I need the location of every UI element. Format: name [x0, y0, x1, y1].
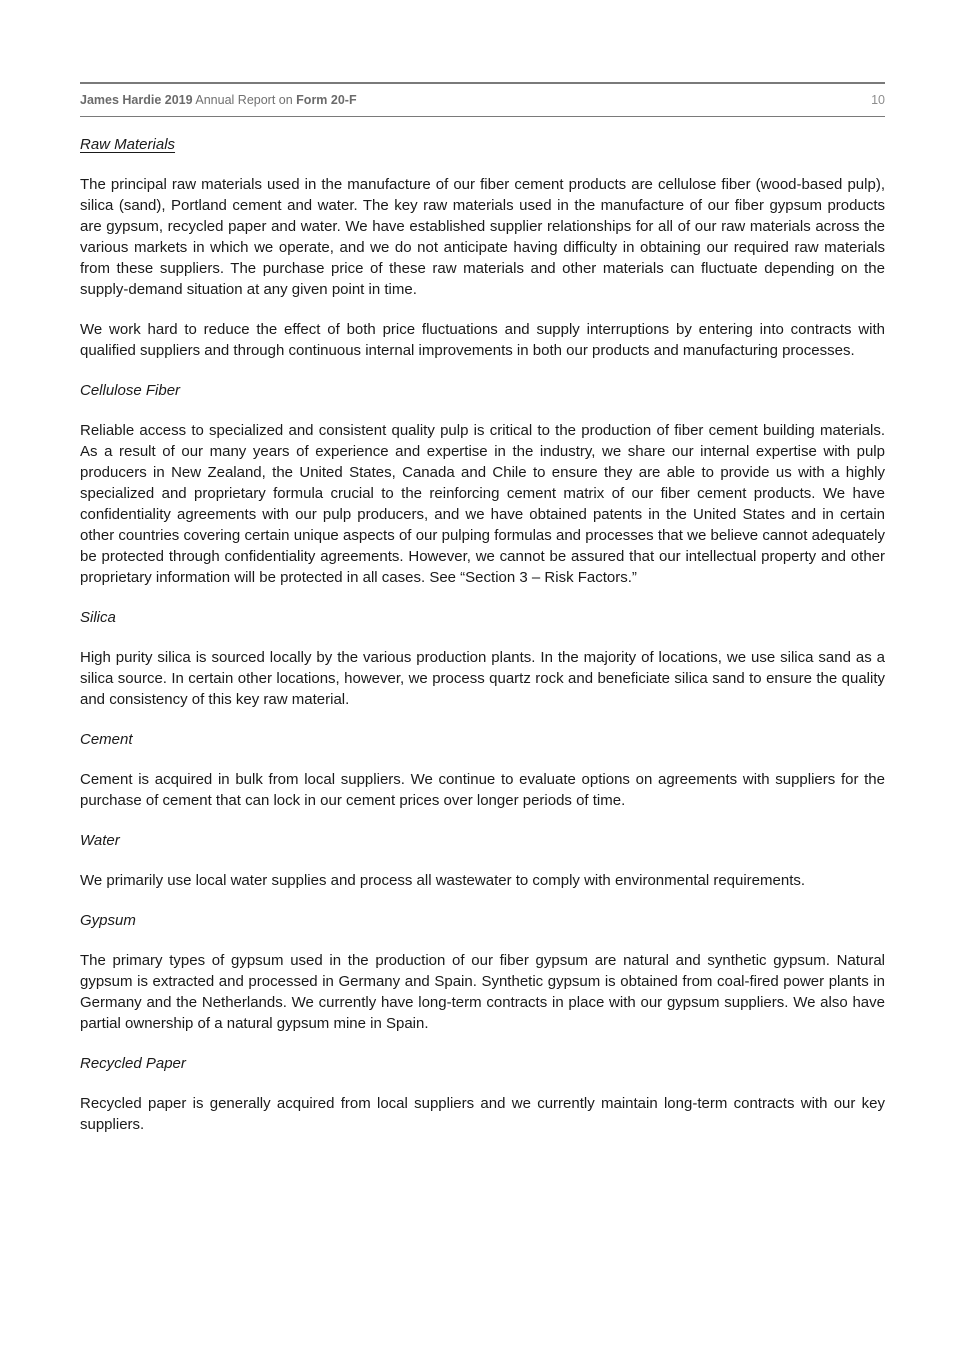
paragraph-recycled-paper: Recycled paper is generally acquired from local suppliers and we currently maintain long-term contracts with our key suppliers. — [80, 1095, 885, 1133]
report-header — [80, 93, 357, 107]
page-number: 10 — [871, 93, 885, 107]
paragraph-gypsum: The primary types of gypsum used in the production of our fiber gypsum are natural and synthetic gypsum. Natural gypsum is extracted and processed in Germany and Spain. Synthetic gypsum is obtained from coal-fired power plants in Germany and the Netherlands. We currently have long-term contracts in place with our gypsum suppliers. We also have partial ownership of a natural gypsum mine in Spain. — [80, 952, 885, 1032]
report-brand: James Hardie 2019 — [80, 93, 193, 107]
section-heading-water: Water — [80, 832, 120, 849]
section-heading-recycled-paper: Recycled Paper — [80, 1055, 186, 1072]
paragraph-cellulose-fiber: Reliable access to specialized and consistent quality pulp is critical to the production of fiber cement building materials. As a result of our many years of experience and expertise in the industry, we share our internal expertise with pulp producers in New Zealand, the United States, Canada and Chile to ensure they are able to provide us with a highly specialized and proprietary formula crucial to the reinforcing cement matrix of our fiber cement products. We have confidentiality agreements with our pulp producers, and we have obtained patents in the United States and in certain other countries covering certain unique aspects of our pulping formulas and processes that we believe cannot adequately be protected through confidentiality agreements. However, we cannot be assured that our intellectual property and other proprietary information will be protected in all cases. See “Section 3 – Risk Factors.” — [80, 422, 885, 586]
section-heading-cement: Cement — [80, 731, 133, 748]
document-content — [80, 134, 885, 1135]
paragraph-cement: Cement is acquired in bulk from local suppliers. We continue to evaluate options on agreements with suppliers for the purchase of cement that can lock in our cement prices over longer periods of time. — [80, 771, 885, 809]
paragraph-silica: High purity silica is sourced locally by the various production plants. In the majority of locations, we use silica sand as a silica source. In certain other locations, however, we process quartz rock and beneficiate silica sand to ensure the quality and consistency of this key raw material. — [80, 649, 885, 708]
paragraph-raw-materials-2: We work hard to reduce the effect of both price fluctuations and supply interruptions by entering into contracts with qualified suppliers and through continuous internal improvements in both our products and manufacturing processes. — [80, 321, 885, 359]
page-header — [80, 84, 885, 116]
section-heading-raw-materials: Raw Materials — [80, 136, 176, 153]
paragraph-water: We primarily use local water supplies and process all wastewater to comply with environmental requirements. — [80, 872, 806, 889]
section-heading-cellulose-fiber: Cellulose Fiber — [80, 382, 181, 399]
paragraph-raw-materials-1: The principal raw materials used in the manufacture of our fiber cement products are cellulose fiber (wood-based pulp), silica (sand), Portland cement and water. The key raw materials used in the manufacture of our fiber gypsum products are gypsum, recycled paper and water. We have established supplier relationships for all of our raw materials across the various markets in which we operate, and we do not anticipate having difficulty in obtaining our required raw materials from these suppliers. The purchase price of these raw materials and other materials can fluctuate depending on the supply-demand situation at any given point in time. — [80, 176, 885, 298]
report-title: Annual Report on — [195, 93, 293, 107]
section-heading-silica: Silica — [80, 609, 116, 626]
section-heading-gypsum: Gypsum — [80, 912, 136, 929]
report-form-name: Form 20-F — [296, 93, 357, 107]
header-rule-bottom — [80, 116, 885, 117]
